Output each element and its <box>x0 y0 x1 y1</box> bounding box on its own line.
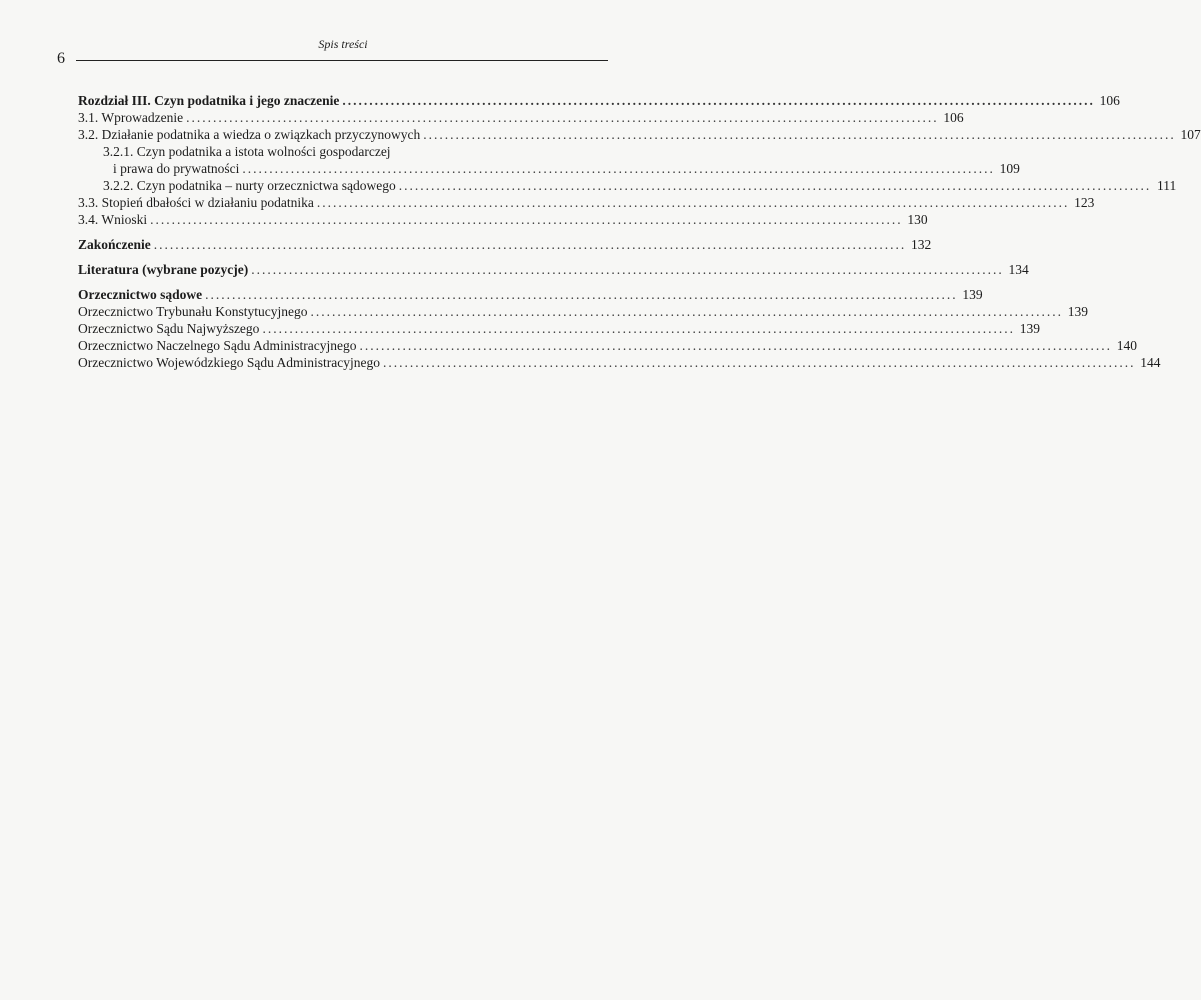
toc-entry-title: 3.2. Działanie podatnika a wiedza o związkach przyczynowych <box>78 127 421 142</box>
toc-entry-orzecznictwo-tk <box>78 303 1088 320</box>
toc-entry-page: 106 <box>1099 93 1120 108</box>
toc-entry-title: i prawa do prywatności <box>113 161 240 176</box>
dot-leader: ............................................................................................................................................ <box>359 338 1113 353</box>
toc-entry-page: 139 <box>1019 321 1040 336</box>
toc-entry-3-2-1-line1: 3.2.1. Czyn podatnika a istota wolności gospodarczej <box>103 144 391 159</box>
toc-entry-zakonczenie <box>78 236 932 253</box>
toc-entry-title: Literatura (wybrane pozycje) <box>78 262 249 277</box>
dot-leader: ............................................................................................................................................ <box>251 262 1004 277</box>
dot-leader: ............................................................................................................................................ <box>186 110 939 125</box>
toc-entry-title: 3.2.2. Czyn podatnika – nurty orzecznictwa sądowego <box>103 178 396 193</box>
toc-entry-page: 123 <box>1074 195 1095 210</box>
toc-entry-3-2-1 <box>78 160 1020 177</box>
toc-entry-orzecznictwo-wsa <box>78 354 1161 371</box>
dot-leader: ............................................................................................................................................ <box>242 161 995 176</box>
toc-entry-page: 109 <box>999 161 1020 176</box>
dot-leader: ............................................................................................................................................ <box>262 321 1015 336</box>
toc-entry-page: 144 <box>1140 355 1161 370</box>
dot-leader: ............................................................................................................................................ <box>316 195 1070 210</box>
toc-entry-page: 140 <box>1116 338 1138 353</box>
dot-leader: ............................................................................................................................................ <box>310 304 1063 319</box>
toc-entry-orzecznictwo-sn <box>78 320 1040 337</box>
toc-entry-page: 134 <box>1008 262 1029 277</box>
dot-leader: ............................................................................................................................................ <box>382 355 1136 370</box>
dot-leader: ............................................................................................................................................ <box>342 93 1095 108</box>
toc-entry-title: Orzecznictwo Naczelnego Sądu Administracyjnego <box>78 338 357 353</box>
dot-leader: ............................................................................................................................................ <box>398 178 1152 193</box>
toc-entry-page: 130 <box>907 212 928 227</box>
toc-entry-page: 139 <box>1067 304 1088 319</box>
toc-entry-title: Rozdział III. Czyn podatnika i jego znaczenie <box>78 93 340 108</box>
toc-entry-page: 106 <box>943 110 964 125</box>
toc-entry-page: 132 <box>911 237 932 252</box>
toc-entry-orzecznictwo <box>78 286 983 303</box>
header-rule <box>76 60 608 61</box>
toc-entry-3-2-2 <box>78 177 1177 194</box>
running-title: Spis treści <box>318 37 368 51</box>
toc-entry-title: 3.3. Stopień dbałości w działaniu podatnika <box>78 195 314 210</box>
toc-entry-literatura <box>78 261 1029 278</box>
toc-entry-3-4 <box>78 211 928 228</box>
table-of-contents <box>78 92 1201 371</box>
toc-entry-title: 3.4. Wnioski <box>78 212 148 227</box>
toc-entry-title: Orzecznictwo Trybunału Konstytucyjnego <box>78 304 308 319</box>
dot-leader: ............................................................................................................................................ <box>153 237 907 252</box>
toc-entry-3-2 <box>78 126 1201 143</box>
dot-leader: ............................................................................................................................................ <box>150 212 903 227</box>
toc-entry-title: Orzecznictwo Sądu Najwyższego <box>78 321 260 336</box>
toc-entry-3-3 <box>78 194 1095 211</box>
toc-entry-orzecznictwo-nsa <box>78 337 1138 354</box>
toc-entry-page: 107 <box>1180 127 1201 142</box>
toc-entry-page: 139 <box>962 287 983 302</box>
dot-leader: ............................................................................................................................................ <box>423 127 1176 142</box>
toc-entry-title: 3.1. Wprowadzenie <box>78 110 184 125</box>
toc-entry-title: Orzecznictwo Wojewódzkiego Sądu Administracyjnego <box>78 355 380 370</box>
dot-leader: ............................................................................................................................................ <box>205 287 958 302</box>
toc-entry-page: 111 <box>1157 178 1177 193</box>
page-number: 6 <box>57 50 65 67</box>
toc-entry-title: Orzecznictwo sądowe <box>78 287 203 302</box>
toc-entry-3-1 <box>78 109 964 126</box>
toc-entry-title: Zakończenie <box>78 237 151 252</box>
toc-entry-chapter-3 <box>78 92 1120 109</box>
